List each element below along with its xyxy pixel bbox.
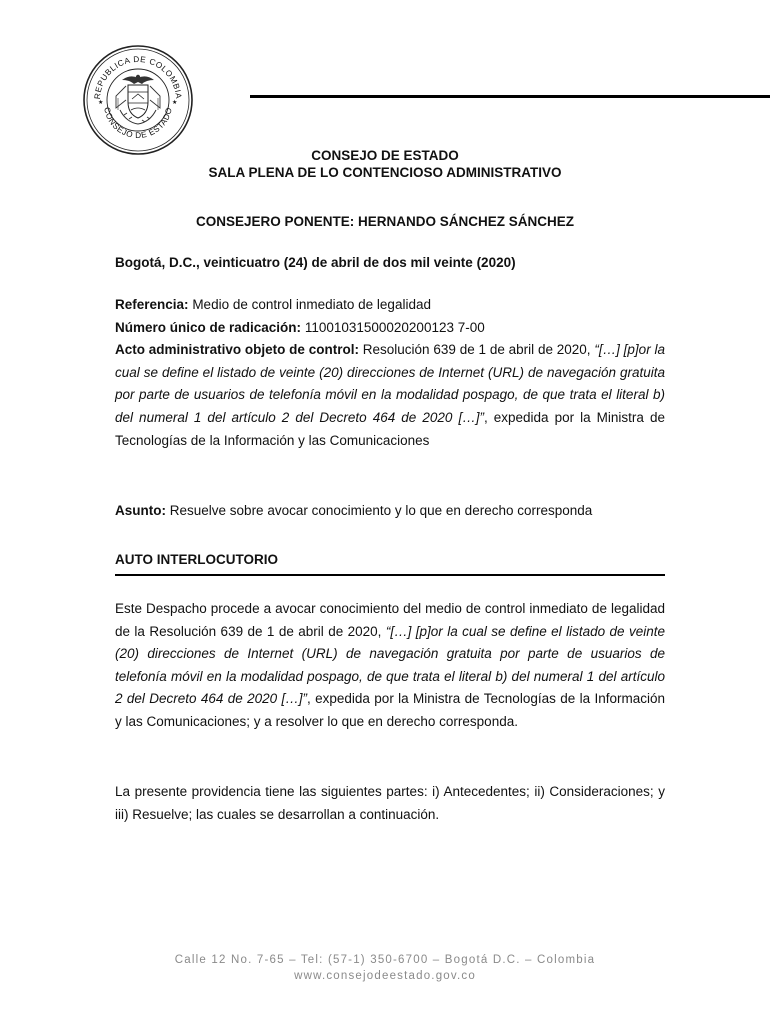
reference-value: Medio de control inmediato de legalidad (192, 297, 431, 312)
radicacion-label: Número único de radicación: (115, 319, 302, 335)
svg-text:★: ★ (98, 99, 104, 106)
chamber-name: SALA PLENA DE LO CONTENCIOSO ADMINISTRATIVO (208, 165, 562, 180)
asunto-value: Resuelve sobre avocar conocimiento y lo que en derecho corresponda (169, 503, 593, 518)
document-date: Bogotá, D.C., veinticuatro (24) de abril de dos mil veinte (2020) (115, 255, 516, 270)
p1-tail: , expedida por la Ministra de Tecnologías de la Información y las Comunicaciones; y a resolver lo que en derecho corresponda. (115, 691, 665, 729)
asunto-label: Asunto: (115, 503, 166, 518)
reference-line (115, 294, 665, 317)
acto-quote: “[…] [p]or la cual se define el listado de veinte (20) direcciones de Internet (URL) de navegación gratuita por parte de usuarios de telefonía móvil en la modalidad pospago, de que trata el literal b) del numeral 1 del artículo 2 del Decreto 464 de 2020 […]” (115, 342, 665, 425)
asunto-line (115, 500, 665, 523)
p1-intro: Este Despacho procede a avocar conocimiento del medio de control inmediato de legalidad de la Resolución 639 de 1 de abril de 2020, (115, 601, 665, 639)
acto-label: Acto administrativo objeto de control: (115, 342, 359, 358)
auto-title: AUTO INTERLOCUTORIO (115, 552, 279, 567)
court-name: CONSEJO DE ESTADO (311, 148, 459, 163)
radicacion-value: 11001031500020200123 7-00 (304, 319, 485, 335)
seal-bottom-text: CONSEJO DE ESTADO (102, 106, 174, 141)
acto-tail: , expedida por la Ministra de Tecnologías de la Información y las Comunicaciones (115, 409, 666, 448)
reference-label: Referencia: (115, 297, 189, 312)
rapporteur-line: CONSEJERO PONENTE: HERNANDO SÁNCHEZ SÁNCHEZ (195, 214, 575, 229)
radicacion-line (115, 317, 665, 340)
seal-top-text: REPUBLICA DE COLOMBIA (92, 54, 184, 100)
footer-website: www.consejodeestado.gov.co (294, 970, 476, 982)
p1-quote: “[…] [p]or la cual se define el listado de veinte (20) direcciones de Internet (URL) de navegación gratuita por parte de usuarios de telefonía móvil en la modalidad pospago, de que trata el literal b) del numeral 1 del artículo 2 del Decreto 464 de 2020 […]” (115, 623, 665, 707)
body-paragraph-2: La presente providencia tiene las siguientes partes: i) Antecedentes; ii) Consideraciones; y iii) Resuelve; las cuales se desarrollan a continuación. (115, 784, 665, 822)
acto-paragraph (115, 339, 665, 452)
footer-address: Calle 12 No. 7-65 – Tel: (57-1) 350-6700 – Bogotá D.C. – Colombia (174, 954, 596, 966)
auto-title-rule (115, 574, 665, 576)
reference-block (115, 294, 665, 452)
acto-intro: Resolución 639 de 1 de abril de 2020, (362, 342, 591, 358)
header-rule (250, 95, 770, 98)
body-paragraph-1 (115, 598, 665, 734)
consejo-de-estado-seal (82, 44, 194, 156)
svg-text:★: ★ (172, 99, 178, 106)
